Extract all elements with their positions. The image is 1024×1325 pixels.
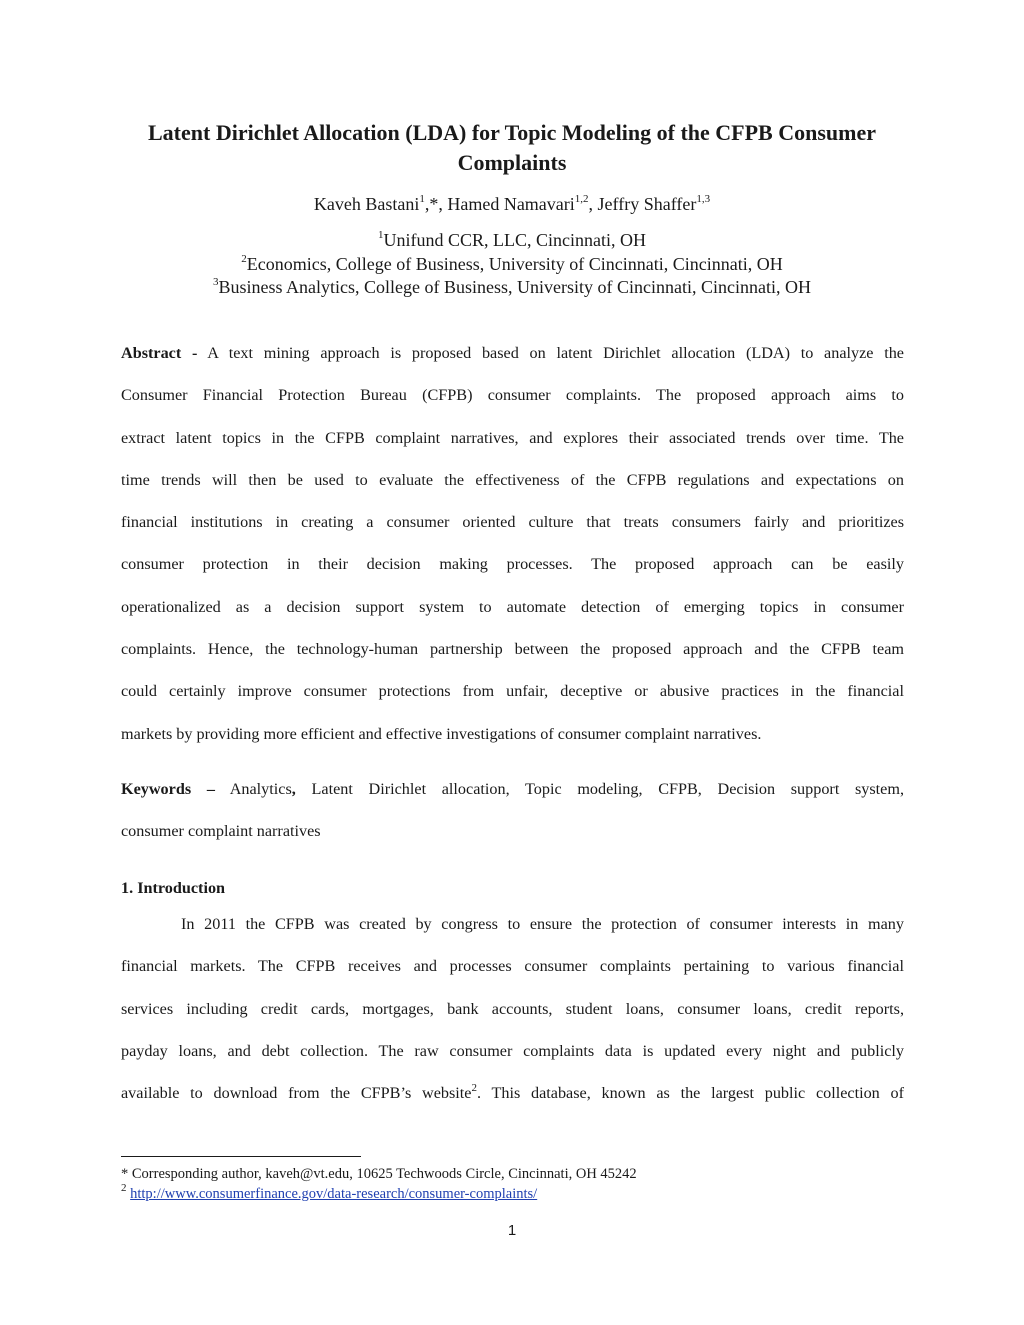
author-3-affil: 1,3 xyxy=(696,193,711,205)
keyword-first: Analytics xyxy=(229,780,292,798)
footnote-rule xyxy=(121,1156,361,1157)
corresponding-mark: ,*, xyxy=(424,194,448,214)
keywords-label: Keywords – xyxy=(121,780,215,798)
affiliation-2-text: Economics, College of Business, University of Cincinnati, Cincinnati, OH xyxy=(246,253,783,274)
footnote-2-mark: 2 xyxy=(121,1182,127,1195)
intro-text: . This database, known as the largest public collection of xyxy=(476,1084,905,1103)
footnote-2-link[interactable]: http://www.consumerfinance.gov/data-research/consumer-complaints/ xyxy=(130,1186,538,1202)
affiliation-1-sup: 1 xyxy=(378,229,384,241)
intro-line: financial markets. The CFPB receives and processes consumer complaints pertaining to various financial xyxy=(121,957,904,976)
introduction-body xyxy=(121,903,904,1114)
author-separator: , xyxy=(588,194,598,214)
affiliation-3 xyxy=(100,276,924,300)
abstract-line: financial institutions in creating a consumer oriented culture that treats consumers fairly and prioritizes xyxy=(121,513,904,532)
author-3: Jeffry Shaffer xyxy=(597,194,697,214)
affiliation-1 xyxy=(100,229,924,253)
abstract-line: markets by providing more efficient and effective investigations of consumer complaint narratives. xyxy=(121,724,762,743)
title-line-2: Complaints xyxy=(457,150,567,175)
intro-line: services including credit cards, mortgages, bank accounts, student loans, consumer loans, credit reports, xyxy=(121,999,904,1018)
affiliations xyxy=(100,229,924,300)
intro-text: available to download from the CFPB’s website xyxy=(121,1084,472,1103)
keywords-rest: Latent Dirichlet allocation, Topic modeling, CFPB, Decision support system, xyxy=(311,780,905,798)
keywords-line xyxy=(121,768,904,810)
author-2: Hamed Namavari xyxy=(447,194,575,214)
footnote-ref-2: 2 xyxy=(471,1081,477,1094)
section-heading-introduction: 1. Introduction xyxy=(121,879,226,897)
footnote-2 xyxy=(121,1184,904,1204)
affiliation-2-sup: 2 xyxy=(241,252,247,265)
intro-line: payday loans, and debt collection. The raw consumer complaints data is updated every night and publicly xyxy=(121,1041,904,1060)
author-1: Kaveh Bastani xyxy=(313,194,420,214)
abstract-line xyxy=(121,332,904,374)
abstract xyxy=(121,332,904,755)
affiliation-1-text: Unifund CCR, LLC, Cincinnati, OH xyxy=(383,230,646,250)
author-2-affil: 1,2 xyxy=(574,193,589,205)
keywords xyxy=(121,768,904,853)
title-line-1: Latent Dirichlet Allocation (LDA) for Topic Modeling of the CFPB Consumer xyxy=(148,120,876,145)
page-number: 1 xyxy=(507,1222,517,1239)
abstract-line: could certainly improve consumer protections from unfair, deceptive or abusive practices in the financial xyxy=(121,682,904,701)
author-list xyxy=(100,191,924,217)
abstract-line: consumer protection in their decision making processes. The proposed approach can be easily xyxy=(121,555,904,574)
keyword-comma: , xyxy=(291,780,296,798)
abstract-line: extract latent topics in the CFPB complaint narratives, and explores their associated trends over time. The xyxy=(121,428,904,447)
abstract-text: A text mining approach is proposed based on latent Dirichlet allocation (LDA) to analyze the xyxy=(207,344,904,362)
abstract-line: time trends will then be used to evaluate the effectiveness of the CFPB regulations and expectations on xyxy=(121,470,904,489)
paper-title xyxy=(100,118,924,178)
intro-line xyxy=(121,1072,904,1114)
keywords-line: consumer complaint narratives xyxy=(121,822,321,841)
affiliation-2 xyxy=(100,253,924,277)
footnotes xyxy=(121,1164,904,1204)
abstract-label: Abstract - xyxy=(121,344,198,362)
footnote-1: * Corresponding author, kaveh@vt.edu, 10625 Techwoods Circle, Cincinnati, OH 45242 xyxy=(121,1166,637,1182)
abstract-line: Consumer Financial Protection Bureau (CFPB) consumer complaints. The proposed approach aims to xyxy=(121,386,904,405)
abstract-line: operationalized as a decision support system to automate detection of emerging topics in consumer xyxy=(121,597,904,616)
abstract-line: complaints. Hence, the technology-human partnership between the proposed approach and the CFPB team xyxy=(121,640,904,659)
author-1-affil: 1 xyxy=(419,193,425,205)
intro-line: In 2011 the CFPB was created by congress to ensure the protection of consumer interests in many xyxy=(181,915,904,933)
affiliation-3-text: Business Analytics, College of Business, University of Cincinnati, Cincinnati, OH xyxy=(218,277,811,297)
affiliation-3-sup: 3 xyxy=(213,276,219,288)
